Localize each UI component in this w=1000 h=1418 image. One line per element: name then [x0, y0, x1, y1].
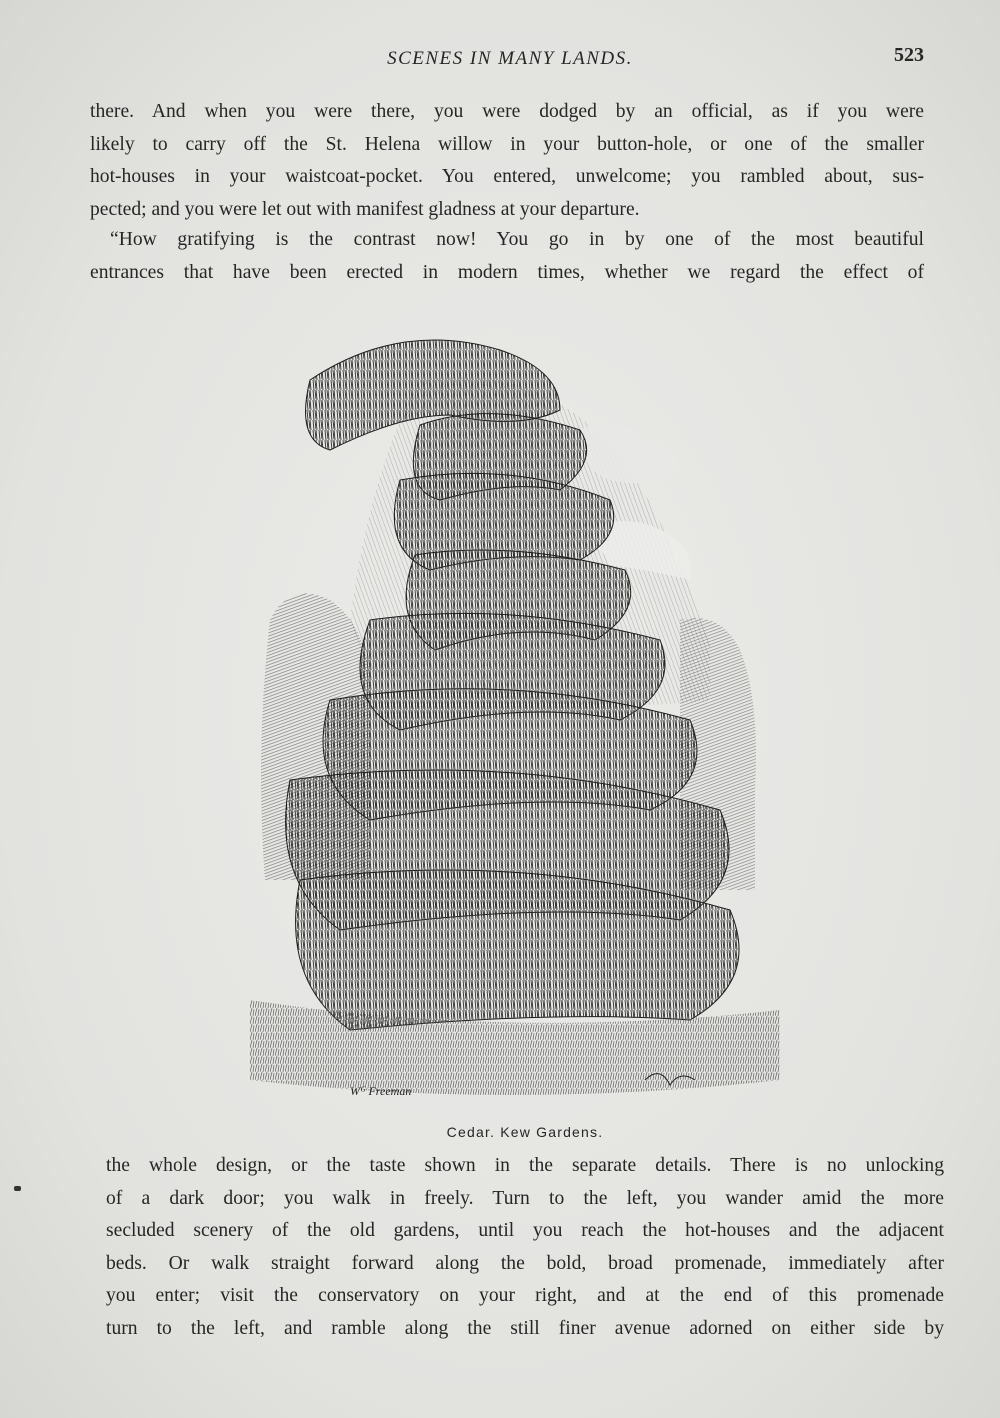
text-line: turn to the left, and ramble along the still finer avenue adorned on either side by	[106, 1317, 944, 1339]
paragraph-3	[106, 1150, 944, 1345]
text-line: pected; and you were let out with manifest gladness at your departure.	[90, 198, 640, 220]
running-head	[90, 44, 930, 74]
engraver-signature: Wᴳ Freeman	[350, 1084, 412, 1098]
paragraph-2	[90, 224, 924, 289]
text-line: you enter; visit the conservatory on your right, and at the end of this promenade	[106, 1285, 944, 1306]
text-line: beds. Or walk straight forward along the bold, broad promenade, immediately after	[106, 1252, 944, 1274]
text-line: “How gratifying is the contrast now! You go in by one of the most beautiful	[110, 229, 924, 250]
paragraph-1	[90, 96, 924, 226]
cedar-engraving	[250, 320, 780, 1120]
margin-mark	[14, 1186, 21, 1191]
text-line: entrances that have been erected in modern times, whether we regard the effect of	[90, 261, 924, 283]
text-line: likely to carry off the St. Helena willow in your button-hole, or one of the smaller	[90, 133, 924, 155]
text-line: the whole design, or the taste shown in the separate details. There is no unlocking	[106, 1155, 944, 1176]
text-line: secluded scenery of the old gardens, until you reach the hot-houses and the adjacent	[106, 1220, 944, 1241]
text-line: there. And when you were there, you were dodged by an official, as if you were	[90, 101, 924, 122]
page-number: 523	[894, 44, 924, 66]
text-line: hot-houses in your waistcoat-pocket. You entered, unwelcome; you rambled about, sus-	[90, 166, 924, 187]
running-title: SCENES IN MANY LANDS.	[387, 48, 633, 69]
text-line: of a dark door; you walk in freely. Turn to the left, you wander amid the more	[106, 1187, 944, 1209]
figure-caption: Cedar. Kew Gardens.	[446, 1124, 604, 1140]
